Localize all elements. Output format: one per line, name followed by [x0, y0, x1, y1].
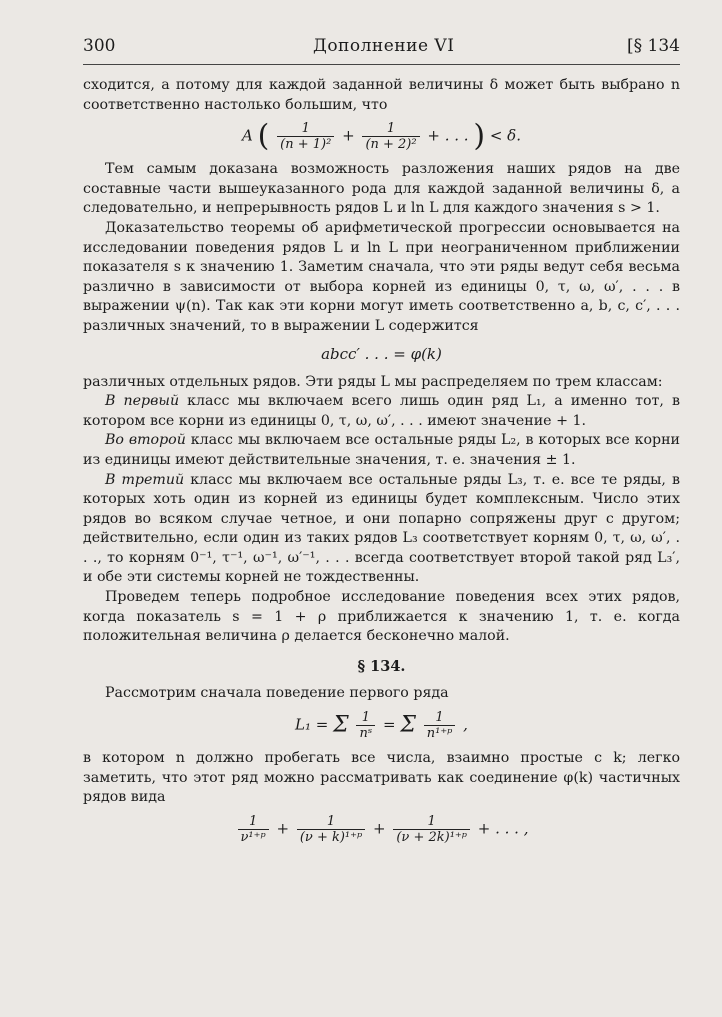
- numerator: 1: [424, 710, 456, 726]
- formula-1: [83, 118, 680, 154]
- paragraph-1: сходится, а потому для каждой заданной величины δ может быть выбрано n соответственно настолько большим, что: [83, 77, 680, 113]
- formula-3-fraction-1: [356, 710, 375, 741]
- numerator: 1: [238, 814, 269, 830]
- formula-1-fraction-1: [277, 121, 334, 152]
- formula-3-end: ,: [463, 715, 468, 734]
- section-marker: [§ 134: [627, 36, 680, 56]
- running-title: Дополнение VI: [313, 36, 455, 56]
- emphasis-third: В третий: [105, 471, 185, 488]
- sum-sign: Σ: [400, 712, 416, 738]
- numerator: 1: [356, 710, 375, 726]
- numerator: 1: [362, 121, 419, 137]
- denominator: (n + 2)²: [365, 137, 417, 153]
- page-header: [83, 36, 680, 62]
- paragraph-7-text: класс мы включаем все остальные ряды L₃, т. е. все те ряды, в которых хоть один из корней из единицы будет комплексным. Число этих рядов во всяком случае четное, и они попарно сопряжены друг с другом; действительно, если один из таких рядов L₃ соответствует корням 0, τ, ω, ω′, . . ., то корням 0⁻¹, τ⁻¹, ω⁻¹, ω′⁻¹, . . . всегда соответствует второй такой ряд L₃′, и обе эти системы корней не тождественны.: [83, 471, 680, 586]
- paragraph-6: [83, 431, 680, 470]
- close-paren: ): [473, 118, 486, 154]
- numerator: 1: [277, 121, 334, 137]
- paragraph-5-text: класс мы включаем всего лишь один ряд L₁, а именно тот, в котором все корни из единицы 0, τ, ω, ω′, . . . имеют значение + 1.: [83, 393, 680, 429]
- formula-1-fraction-2: [362, 121, 419, 152]
- denominator: ν¹⁺ᵖ: [240, 829, 266, 845]
- paragraph-9: Рассмотрим сначала поведение первого ряда: [105, 685, 449, 702]
- formula-4: [83, 814, 680, 845]
- paragraph-10: в котором n должно пробегать все числа, взаимно простые с k; легко заметить, что этот ряд можно рассматривать как соединение φ(k) частичных рядов вида: [83, 750, 680, 806]
- emphasis-first: В первый: [105, 393, 180, 410]
- open-paren: (: [257, 118, 270, 154]
- paragraph-7: [83, 471, 680, 589]
- formula-3: [83, 710, 680, 741]
- denominator: (ν + k)¹⁺ᵖ: [299, 829, 363, 845]
- sum-sign: Σ: [333, 712, 349, 738]
- formula-1-tail: + . . .: [427, 126, 469, 145]
- paragraph-2: Тем самым доказана возможность разложения наших рядов на две составные части вышеуказанного рода для каждой заданной величины δ, а следовательно, и непрерывность рядов L и ln L для каждого значения s > 1.: [83, 161, 680, 217]
- plus-sign: +: [342, 126, 355, 145]
- formula-3-fraction-2: [424, 710, 456, 741]
- formula-2: abcc′ . . . = φ(k): [321, 344, 442, 363]
- plus-sign: +: [276, 819, 290, 838]
- emphasis-second: Во второй: [105, 432, 186, 449]
- page-body: [83, 76, 680, 853]
- denominator: (n + 1)²: [280, 137, 332, 153]
- formula-4-fraction-1: [238, 814, 269, 845]
- denominator: nˢ: [359, 726, 373, 742]
- equals-sign: =: [383, 715, 396, 734]
- formula-4-fraction-3: [393, 814, 470, 845]
- paragraph-8: Проведем теперь подробное исследование поведения всех этих рядов, когда показатель s = 1 + ρ приближается к значению 1, т. е. когда положительная величина ρ делается бесконечно малой.: [83, 589, 680, 645]
- denominator: n¹⁺ᵖ: [426, 726, 453, 742]
- denominator: (ν + 2k)¹⁺ᵖ: [396, 829, 467, 845]
- formula-4-fraction-2: [297, 814, 365, 845]
- formula-4-tail: + . . . ,: [477, 819, 529, 838]
- paragraph-6-text: класс мы включаем все остальные ряды L₂, в которых все корни из единицы имеют действительные значения, т. е. значения ± 1.: [83, 432, 681, 468]
- plus-sign: +: [372, 819, 386, 838]
- numerator: 1: [393, 814, 470, 830]
- paragraph-4: различных отдельных рядов. Эти ряды L мы распределяем по трем классам:: [83, 373, 663, 390]
- paragraph-3: Доказательство теоремы об арифметической прогрессии основывается на исследовании поведения рядов L и ln L при неограниченном приближении показателя s к значению 1. Заметим сначала, что эти ряды ведут себя весьма различно в зависимости от выбора корней из единицы 0, τ, ω, ω′, . . . в выражении ψ(n). Так как эти корни могут иметь соответственно a, b, c, c′, . . . различных значений, то в выражении L содержится: [83, 219, 680, 334]
- formula-1-prefix: A: [242, 126, 253, 145]
- paragraph-5: [83, 392, 680, 431]
- formula-1-relation: < δ.: [489, 126, 521, 145]
- header-rule: [83, 64, 680, 65]
- formula-3-lhs: L₁ =: [295, 715, 329, 734]
- section-heading: § 134.: [357, 657, 406, 675]
- numerator: 1: [297, 814, 365, 830]
- page-number: 300: [83, 36, 116, 56]
